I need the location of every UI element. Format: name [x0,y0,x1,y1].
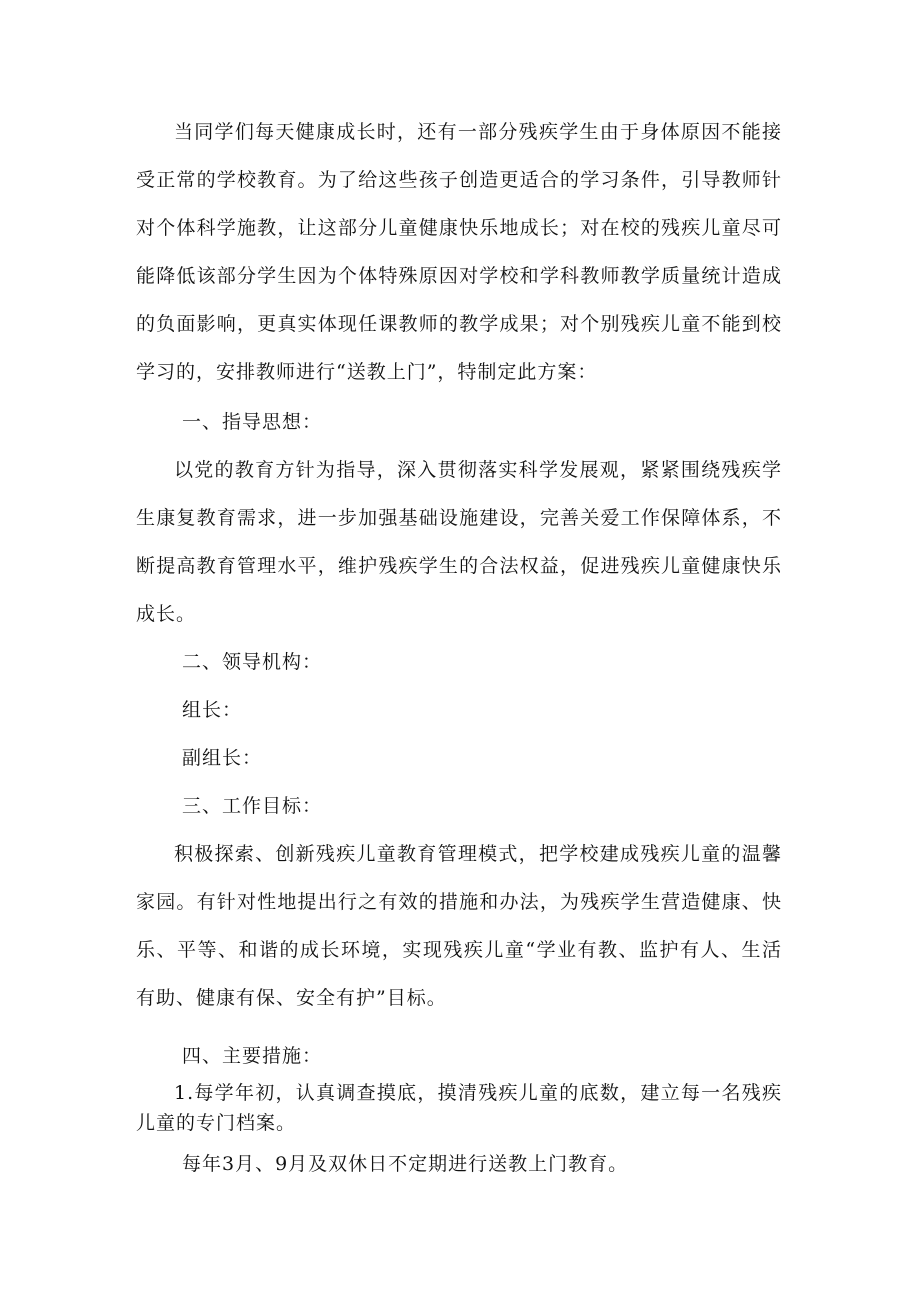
intro-paragraph: 当同学们每天健康成长时，还有一部分残疾学生由于身体原因不能接受正常的学校教育。为了给这些孩子创造更适合的学习条件，引导教师针对个体科学施教，让这部分儿童健康快乐地成长；对在校的残疾儿童尽可能降低该部分学生因为个体特殊原因对学校和学科教师教学质量统计造成的负面影响，更真实体现任课教师的教学成果；对个别残疾儿童不能到校学习的，安排教师进行“送教上门”，特制定此方案： [136,121,782,383]
deputy-leader-line: 副组长： [182,747,263,769]
schedule-line: 每年3月、9月及双休日不定期进行送教上门教育。 [182,1153,629,1175]
section1-heading: 一、指导思想： [182,411,323,433]
measure-item-1: 1.每学年初，认真调查摸底，摸清残疾儿童的底数，建立每一名残疾儿童的专门档案。 [136,1082,782,1134]
section2-heading: 二、领导机构： [182,651,323,673]
group-leader-line: 组长： [182,699,243,721]
section4-heading: 四、主要措施： [182,1045,323,1067]
section1-paragraph: 以党的教育方针为指导，深入贯彻落实科学发展观，紧紧围绕残疾学生康复教育需求，进一步加强基础设施建设，完善关爱工作保障体系，不断提高教育管理水平，维护残疾学生的合法权益，促进残疾儿童健康快乐成长。 [136,459,782,625]
section3-heading: 三、工作目标： [182,795,323,817]
section3-paragraph: 积极探索、创新残疾儿童教育管理模式，把学校建成残疾儿童的温馨家园。有针对性地提出行之有效的措施和办法，为残疾学生营造健康、快乐、平等、和谐的成长环境，实现残疾儿童“学业有教、监护有人、生活有助、健康有保、安全有护”目标。 [136,843,782,1009]
